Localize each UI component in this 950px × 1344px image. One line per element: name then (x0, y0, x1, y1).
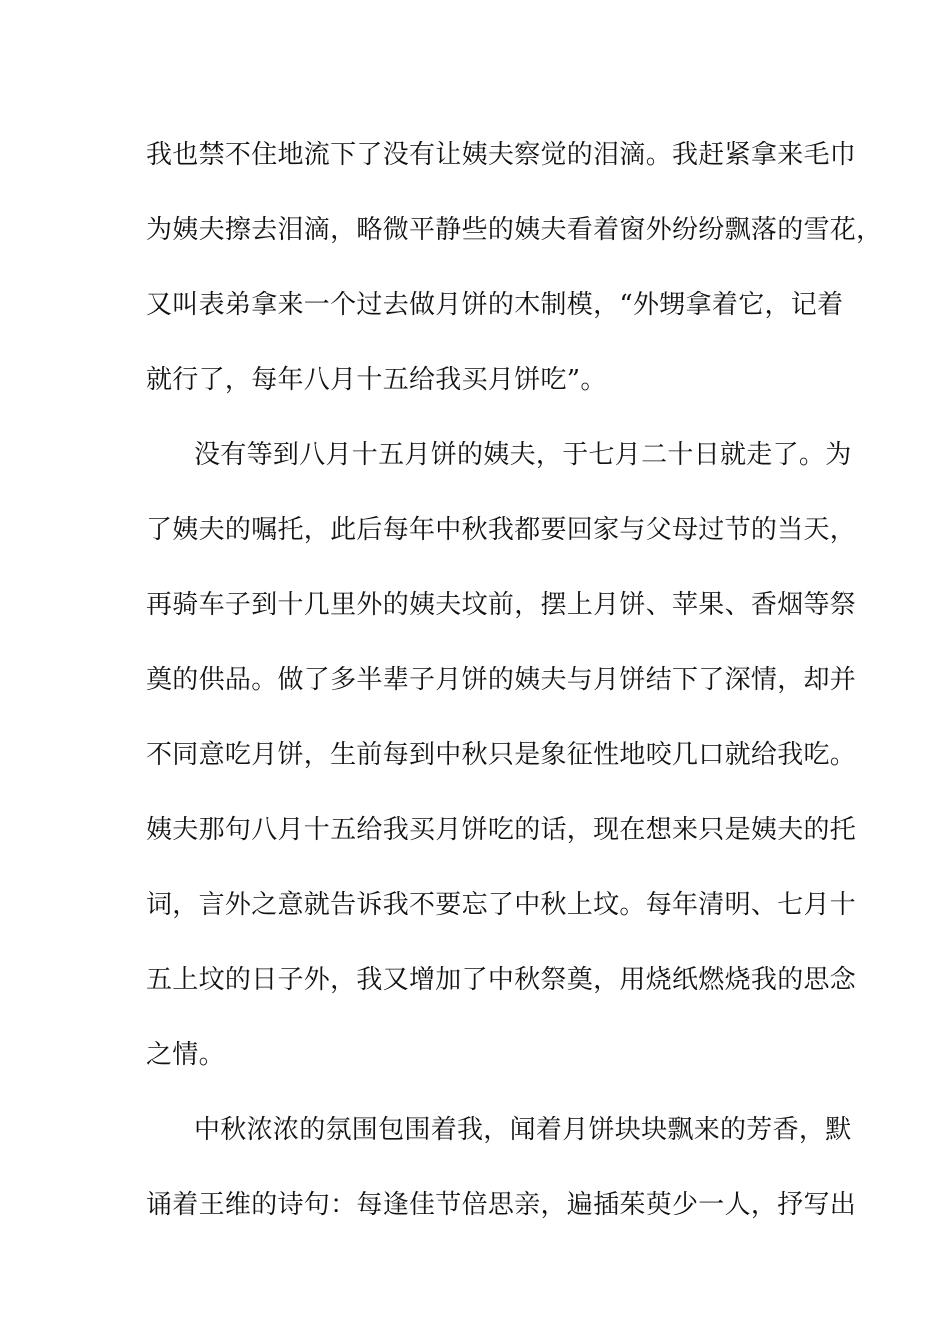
text-line: 姨夫那句八月十五给我买月饼吃的话，现在想来只是姨夫的托 (146, 815, 857, 845)
text-line: 奠的供品。做了多半辈子月饼的姨夫与月饼结下了深情，却并 (146, 665, 857, 695)
text-line: 就行了，每年八月十五给我买月饼吃”。 (146, 365, 607, 395)
text-line: 我也禁不住地流下了没有让姨夫察觉的泪滴。我赶紧拿来毛巾 (146, 140, 857, 170)
text-line: 又叫表弟拿来一个过去做月饼的木制模，“外甥拿着它，记着 (146, 290, 844, 320)
paragraph-first-line: 中秋浓浓的氛围包围着我，闻着月饼块块飘来的芳香，默 (194, 1115, 852, 1145)
body-text (146, 130, 883, 1255)
text-line: 五上坟的日子外，我又增加了中秋祭奠，用烧纸燃烧我的思念 (146, 965, 857, 995)
text-line: 为姨夫擦去泪滴，略微平静些的姨夫看着窗外纷纷飘落的雪花， (146, 215, 883, 245)
text-line: 诵着王维的诗句：每逢佳节倍思亲，遍插茱萸少一人，抒写出 (146, 1190, 857, 1220)
text-line: 再骑车子到十几里外的姨夫坟前，摆上月饼、苹果、香烟等祭 (146, 590, 857, 620)
text-line: 之情。 (146, 1040, 225, 1070)
paragraph-first-line: 没有等到八月十五月饼的姨夫，于七月二十日就走了。为 (194, 440, 852, 470)
text-line: 不同意吃月饼，生前每到中秋只是象征性地咬几口就给我吃。 (146, 740, 857, 770)
text-line: 了姨夫的嘱托，此后每年中秋我都要回家与父母过节的当天， (146, 515, 857, 545)
text-line: 词，言外之意就告诉我不要忘了中秋上坟。每年清明、七月十 (146, 890, 857, 920)
